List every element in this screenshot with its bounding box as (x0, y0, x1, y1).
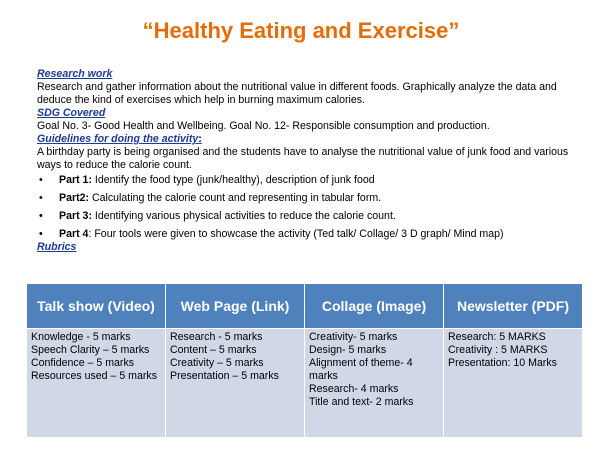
bullet-icon: • (39, 228, 43, 240)
rubric-criterion: Content – 5 marks (170, 344, 257, 356)
rubric-criterion: Research - 5 marks (170, 331, 263, 343)
rubric-criterion: Research: 5 MARKS (448, 331, 546, 343)
column-header: Talk show (Video) (27, 284, 166, 329)
research-heading: Research work (37, 68, 113, 80)
rubric-criterion: Creativity : 5 MARKS (448, 344, 548, 356)
parts-list (37, 174, 572, 241)
table-cell (305, 329, 444, 438)
part-text: Identify the food type (junk/healthy), description of junk food (91, 174, 375, 186)
sdg-heading: SDG Covered (37, 107, 106, 119)
guidelines-colon: : (198, 133, 202, 145)
list-item (37, 192, 572, 205)
rubric-criterion: Resources used – 5 marks (31, 370, 158, 382)
part-label: Part 3: (59, 210, 92, 222)
part-text: Calculating the calorie count and representing in tabular form. (89, 192, 382, 204)
rubrics-table (26, 283, 583, 438)
rubric-criterion: Design- 5 marks (309, 344, 387, 356)
rubric-criterion: Knowledge - 5 marks (31, 331, 131, 343)
rubrics-heading: Rubrics (37, 241, 77, 253)
rubric-criterion: Creativity – 5 marks (170, 357, 264, 369)
bullet-icon: • (39, 174, 43, 186)
part-label: Part 4 (59, 228, 89, 240)
part-label: Part2: (59, 192, 90, 204)
sdg-text: Goal No. 3- Good Health and Wellbeing. Goal No. 12- Responsible consumption and production. (37, 120, 490, 132)
table-cell (27, 329, 166, 438)
bullet-icon: • (39, 192, 43, 204)
part-label: Part 1: (59, 174, 92, 186)
rubric-criterion: Speech Clarity – 5 marks (31, 344, 150, 356)
column-header: Newsletter (PDF) (444, 284, 583, 329)
activity-description (37, 68, 572, 254)
rubric-criterion: Presentation: 10 Marks (448, 357, 557, 369)
list-item (37, 228, 572, 241)
list-item (37, 174, 572, 187)
table-row (27, 329, 583, 438)
guidelines-heading: Guidelines for doing the activity (37, 133, 199, 145)
rubric-criterion: Creativity- 5 marks (309, 331, 398, 343)
rubric-criterion: Presentation – 5 marks (170, 370, 279, 382)
rubric-criterion: Confidence – 5 marks (31, 357, 135, 369)
rubric-criterion: Alignment of theme- 4 marks (309, 357, 413, 382)
table-cell (166, 329, 305, 438)
part-text: Identifying various physical activities to reduce the calorie count. (91, 210, 396, 222)
column-header: Web Page (Link) (166, 284, 305, 329)
bullet-icon: • (39, 210, 43, 222)
guidelines-text: A birthday party is being organised and the students have to analyse the nutritional value of junk food and various ways to reduce the calorie count. (37, 146, 569, 171)
list-item (37, 210, 572, 223)
rubric-criterion: Title and text- 2 marks (309, 396, 414, 408)
rubric-criterion: Research- 4 marks (309, 383, 399, 395)
research-text: Research and gather information about the nutritional value in different foods. Graphically analyze the data and deduce the kind of exercises which help in burning maximum calories. (37, 81, 557, 106)
part-text: : Four tools were given to showcase the activity (Ted talk/ Collage/ 3 D graph/ Mind map) (88, 228, 504, 240)
column-header: Collage (Image) (305, 284, 444, 329)
page-title: “Healthy Eating and Exercise” (142, 18, 460, 43)
guidelines-heading-wrap (37, 133, 572, 146)
table-header-row (27, 284, 583, 329)
table-cell (444, 329, 583, 438)
